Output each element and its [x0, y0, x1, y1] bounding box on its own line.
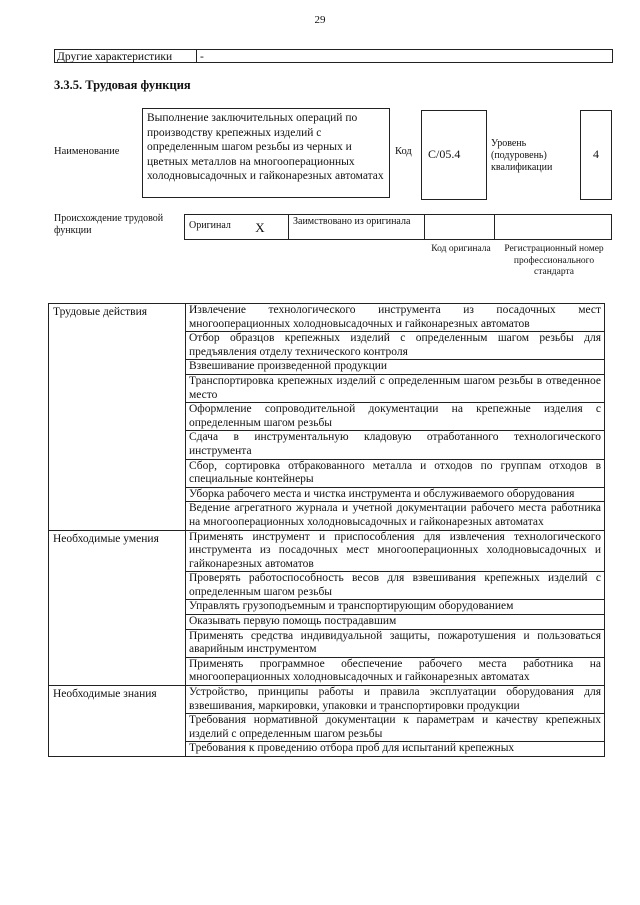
section-item: Требования к проведению отбора проб для испытаний крепежных: [186, 742, 605, 757]
section-item: Устройство, принципы работы и правила эксплуатации оборудования для взвешивания, маркировки, упаковки и транспортировки продукции: [186, 686, 605, 714]
section-item: Применять инструмент и приспособления для извлечения технологического инструмента из посадочных мест многооперационных холодновысадочных и гайконарезных автоматов: [186, 530, 605, 572]
section-item: Оказывать первую помощь пострадавшим: [186, 615, 605, 630]
section-item: Уборка рабочего места и чистка инструмента и обслуживаемого оборудования: [186, 487, 605, 502]
section-item: Управлять грузоподъемным и транспортирующим оборудованием: [186, 600, 605, 615]
code-value-box: C/05.4: [421, 110, 487, 200]
name-label: Наименование: [54, 146, 120, 157]
function-name-box: Выполнение заключительных операций по производству крепежных изделий с определенным шагом резьбы из черных и цветных металлов на многооперационных холодновысадочных и гайконарезных автоматах: [142, 108, 390, 198]
origin-table: [184, 214, 612, 240]
origin-original-mark: X: [255, 220, 265, 235]
origin-reg-caption: Регистрационный номер профессионального стандарта: [504, 244, 604, 277]
page-number: 29: [314, 14, 326, 26]
origin-code-cell: [424, 215, 494, 240]
origin-label: Происхождение трудовой функции: [54, 213, 164, 236]
section-item: Требования нормативной документации к параметрам и качеству крепежных изделий с определенным шагом резьбы: [186, 714, 605, 742]
table-row: [49, 686, 605, 714]
other-characteristics-value: -: [196, 49, 613, 63]
other-characteristics-label: Другие характеристики: [54, 49, 196, 63]
section-item: Ведение агрегатного журнала и учетной документации рабочего места работника на многооперационных холодновысадочных и гайконарезных автоматах: [186, 502, 605, 530]
section-item: Отбор образцов крепежных изделий с определенным шагом резьбы для предъявления отделу технического контроля: [186, 332, 605, 360]
origin-code-caption: Код оригинала: [431, 244, 491, 254]
section-item: Применять средства индивидуальной защиты, пожаротушения и пользоваться аварийным инструментом: [186, 629, 605, 657]
code-label: Код: [395, 146, 412, 157]
section-item: Оформление сопроводительной документации на крепежные изделия с определенным шагом резьбы: [186, 403, 605, 431]
section-item: Извлечение технологического инструмента из посадочных мест многооперационных холодновысадочных и гайконарезных автоматов: [186, 304, 605, 332]
table-row: [49, 304, 605, 332]
origin-reg-cell: [494, 215, 612, 240]
qualification-level-box: 4: [580, 110, 612, 200]
section-title: 3.3.5. Трудовая функция: [54, 78, 191, 92]
section-item: Применять программное обеспечение рабочего места работника на многооперационных холодновысадочных и гайконарезных автоматах: [186, 657, 605, 685]
section-label: Трудовые действия: [49, 304, 186, 531]
table-row: [49, 530, 605, 572]
origin-borrowed-label: Заимствовано из оригинала: [288, 215, 424, 240]
section-item: Сбор, сортировка отбракованного металла и отходов по группам отходов в специальные контейнеры: [186, 459, 605, 487]
qualification-level-label-text: Уровень (подуровень) квалификации: [491, 138, 553, 173]
labor-function-table: [48, 303, 605, 757]
section-item: Сдача в инструментальную кладовую отработанного технологического инструмента: [186, 431, 605, 459]
section-item: Транспортировка крепежных изделий с определенным шагом резьбы в отведенное место: [186, 374, 605, 402]
section-label: Необходимые умения: [49, 530, 186, 686]
section-item: Проверять работоспособность весов для взвешивания крепежных изделий с определенным шагом резьбы: [186, 572, 605, 600]
section-item: Взвешивание произведенной продукции: [186, 360, 605, 375]
qualification-level-label: [491, 138, 571, 174]
section-label: Необходимые знания: [49, 686, 186, 757]
origin-original-label: Оригинал: [184, 215, 232, 240]
